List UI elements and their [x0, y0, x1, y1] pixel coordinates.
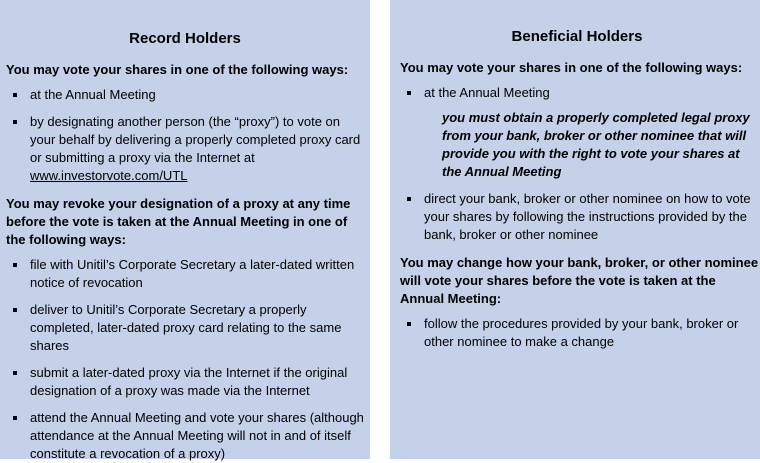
record-revoke-list — [6, 256, 370, 463]
beneficial-vote-intro: You may vote your shares in one of the following ways: — [400, 60, 743, 75]
list-item: at the Annual Meeting — [6, 86, 370, 104]
bullet-icon — [407, 91, 411, 95]
beneficial-vote-list-2 — [400, 190, 760, 244]
bullet-icon — [13, 371, 17, 375]
legal-proxy-note: you must obtain a properly completed legal proxy from your bank, broker or other nominee that will provide you with the right to vote your shares at the Annual Meeting — [442, 110, 750, 179]
record-revoke-intro: You may revoke your designation of a proxy at any time before the vote is taken at the Annual Meeting in one of the following ways: — [6, 196, 351, 247]
record-holders-title: Record Holders — [129, 30, 241, 47]
record-holders-panel — [0, 0, 370, 459]
beneficial-holders-panel — [390, 0, 760, 459]
list-item: follow the procedures provided by your bank, broker or other nominee to make a change — [400, 315, 760, 351]
beneficial-change-intro: You may change how your bank, broker, or other nominee will vote your shares before the vote is taken at the Annual Meeting: — [400, 255, 759, 306]
bullet-icon — [13, 263, 17, 267]
list-item: submit a later-dated proxy via the Internet if the original designation of a proxy was made via the Internet — [6, 364, 370, 400]
bullet-icon — [13, 120, 17, 124]
list-item: direct your bank, broker or other nominee on how to vote your shares by following the instructions provided by the bank, broker or other nominee — [400, 190, 760, 244]
bullet-icon — [407, 322, 411, 326]
beneficial-holders-title: Beneficial Holders — [511, 28, 643, 45]
investorvote-link[interactable]: www.investorvote.com/UTL — [30, 168, 188, 183]
beneficial-change-list — [400, 315, 760, 351]
bullet-icon — [13, 308, 17, 312]
bullet-icon — [407, 197, 411, 201]
list-item: at the Annual Meeting — [400, 84, 760, 102]
bullet-icon — [13, 416, 17, 420]
bullet-icon — [13, 93, 17, 97]
list-item: deliver to Unitil’s Corporate Secretary a properly completed, later-dated proxy card relating to the same shares — [6, 301, 370, 355]
list-item: file with Unitil’s Corporate Secretary a later-dated written notice of revocation — [6, 256, 370, 292]
list-item: by designating another person (the “proxy”) to vote on your behalf by delivering a properly completed proxy card or submitting a proxy via the Internet at www.investorvote.com/UTL — [6, 113, 370, 185]
record-vote-intro: You may vote your shares in one of the following ways: — [6, 62, 349, 77]
record-vote-list — [6, 86, 370, 185]
beneficial-vote-list — [400, 84, 760, 102]
list-item: attend the Annual Meeting and vote your shares (although attendance at the Annual Meeting will not in and of itself constitute a revocation of a proxy) — [6, 409, 370, 463]
